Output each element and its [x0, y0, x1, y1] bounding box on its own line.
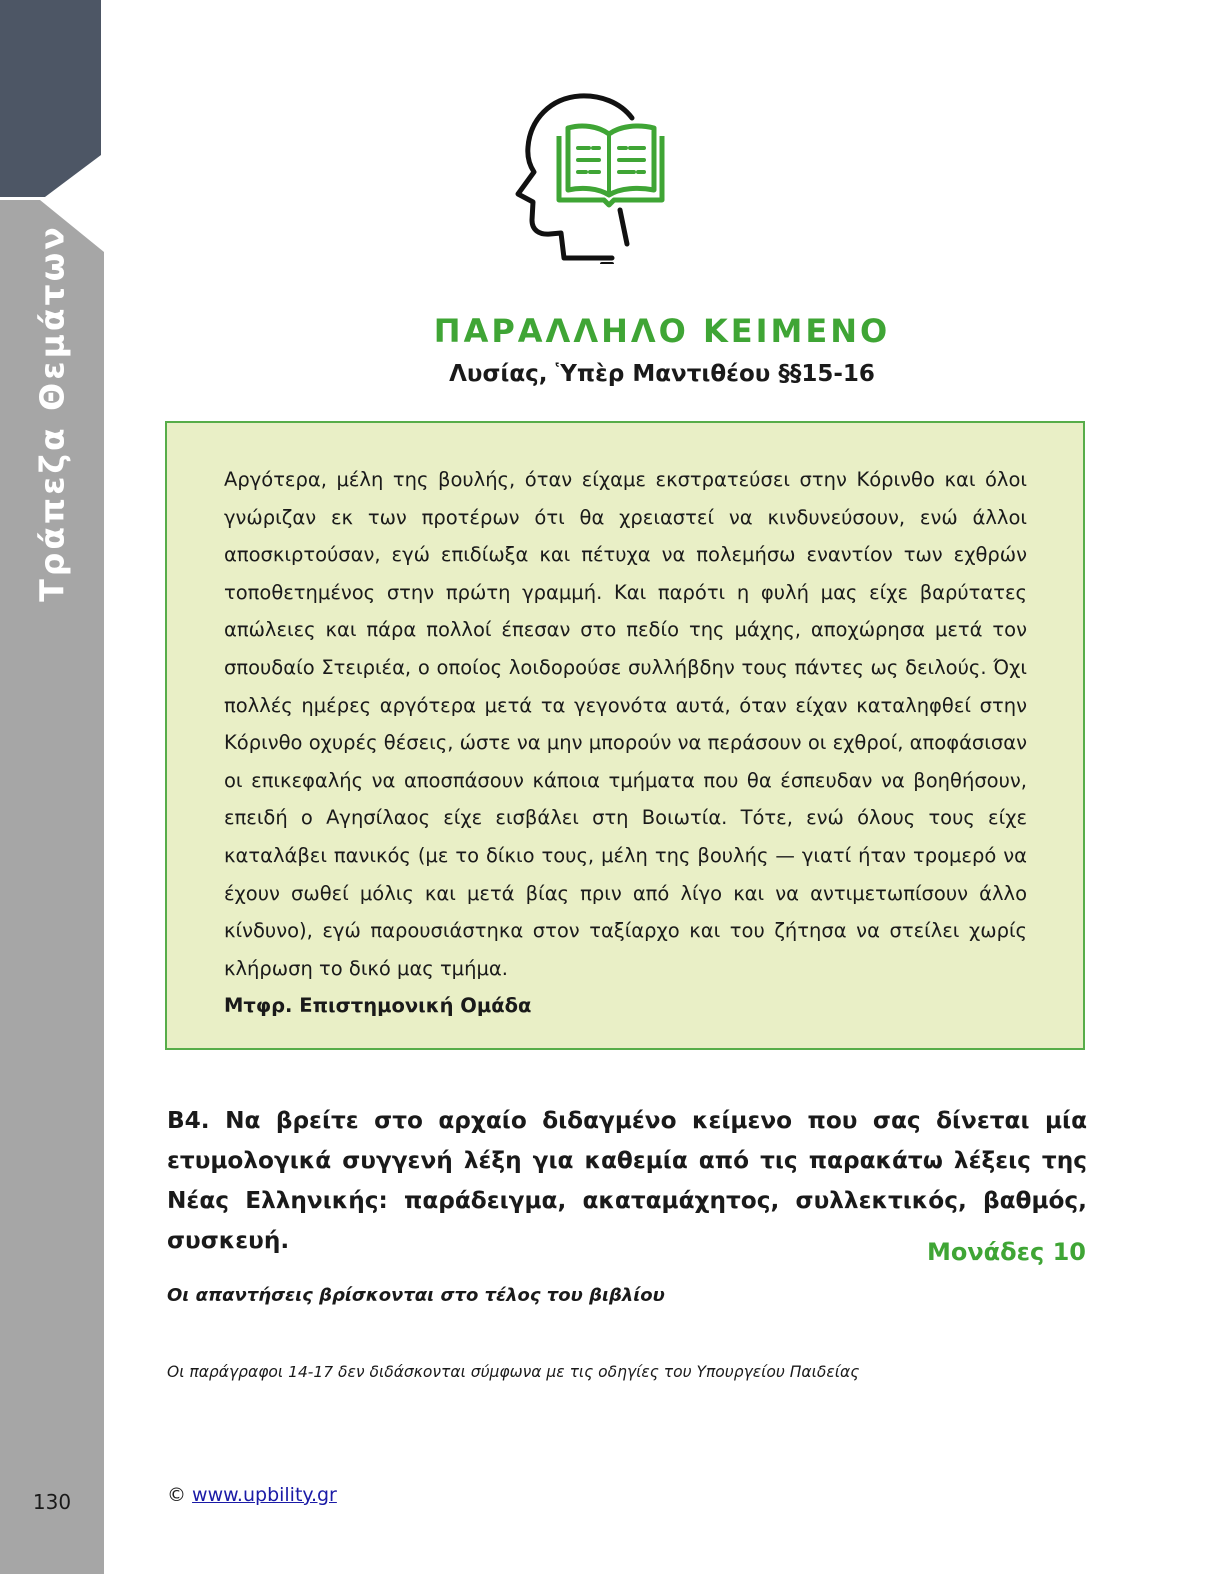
footer	[167, 1484, 337, 1506]
head-book-icon	[512, 92, 672, 264]
syllabus-note: Οι παράγραφοι 14-17 δεν διδάσκονται σύμφωνα με τις οδηγίες του Υπουργείου Παιδείας	[167, 1363, 860, 1381]
parallel-text-box	[165, 421, 1085, 1050]
sidebar-title: Τράπεζα Θεμάτων	[32, 224, 72, 602]
section-title: ΠΑΡΑΛΛΗΛΟ ΚΕΙΜΕΝΟ	[433, 312, 891, 350]
question-b4: Β4. Να βρείτε στο αρχαίο διδαγμένο κείμενο που σας δίνεται μία ετυμολογικά συγγενή λέξη για καθεμία από τις παρακάτω λέξεις της Νέας Ελληνικής: παράδειγμα, ακαταμάχητος, συλλεκτικός, βαθμός, συσκευή.	[167, 1107, 1087, 1254]
section-subtitle: Λυσίας, Ὑπὲρ Μαντιθέου §§15-16	[449, 361, 875, 387]
points-label: Μονάδες 10	[926, 1238, 1086, 1266]
translator-credit: Μτφρ. Επιστημονική Ομάδα	[224, 994, 532, 1018]
answers-note: Οι απαντήσεις βρίσκονται στο τέλος του βιβλίου	[167, 1285, 665, 1306]
copyright-symbol: ©	[167, 1484, 186, 1506]
page-number: 130	[32, 1490, 72, 1514]
sidebar	[0, 0, 104, 1574]
parallel-text-body: Αργότερα, μέλη της βουλής, όταν είχαμε εκστρατεύσει στην Κόρινθο και όλοι γνώριζαν εκ των προτέρων ότι θα χρειαστεί να κινδυνεύσουν, ενώ άλλοι αποσκιρτούσαν, εγώ επιδίωξα και πέτυχα να πολεμήσω εναντίον των εχθρών τοποθετημένος στην πρώτη γραμμή. Και παρότι η φυλή μας είχε βαρύτατες απώλειες και πάρα πολλοί έπεσαν στο πεδίο της μάχης, αποχώρησα μετά τον σπουδαίο Στειριέα, ο οποίος λοιδορούσε συλλήβδην τους πάντες ως δειλούς. Όχι πολλές ημέρες αργότερα μετά τα γεγονότα αυτά, όταν είχαν καταληφθεί στην Κόρινθο οχυρές θέσεις, ώστε να μην μπορούν να περάσουν οι εχθροί, αποφάσισαν οι επικεφαλής να αποσπάσουν κάποια τμήματα που θα έσπευδαν να βοηθήσουν, επειδή ο Αγησίλαος είχε εισβάλει στη Βοιωτία. Τότε, ενώ όλους τους είχε καταλάβει πανικός (με το δίκιο τους, μέλη της βουλής — γιατί ήταν τρομερό να έχουν σωθεί μόλις και μετά βίας πριν από λίγο και να αντιμετωπίσουν άλλο κίνδυνο), εγώ παρουσιάστηκα στον ταξίαρχο και του ζήτησα να στείλει χωρίς κλήρωση το δικό μας τμήμα.	[224, 468, 1027, 980]
website-link[interactable]: www.upbility.gr	[192, 1484, 337, 1506]
